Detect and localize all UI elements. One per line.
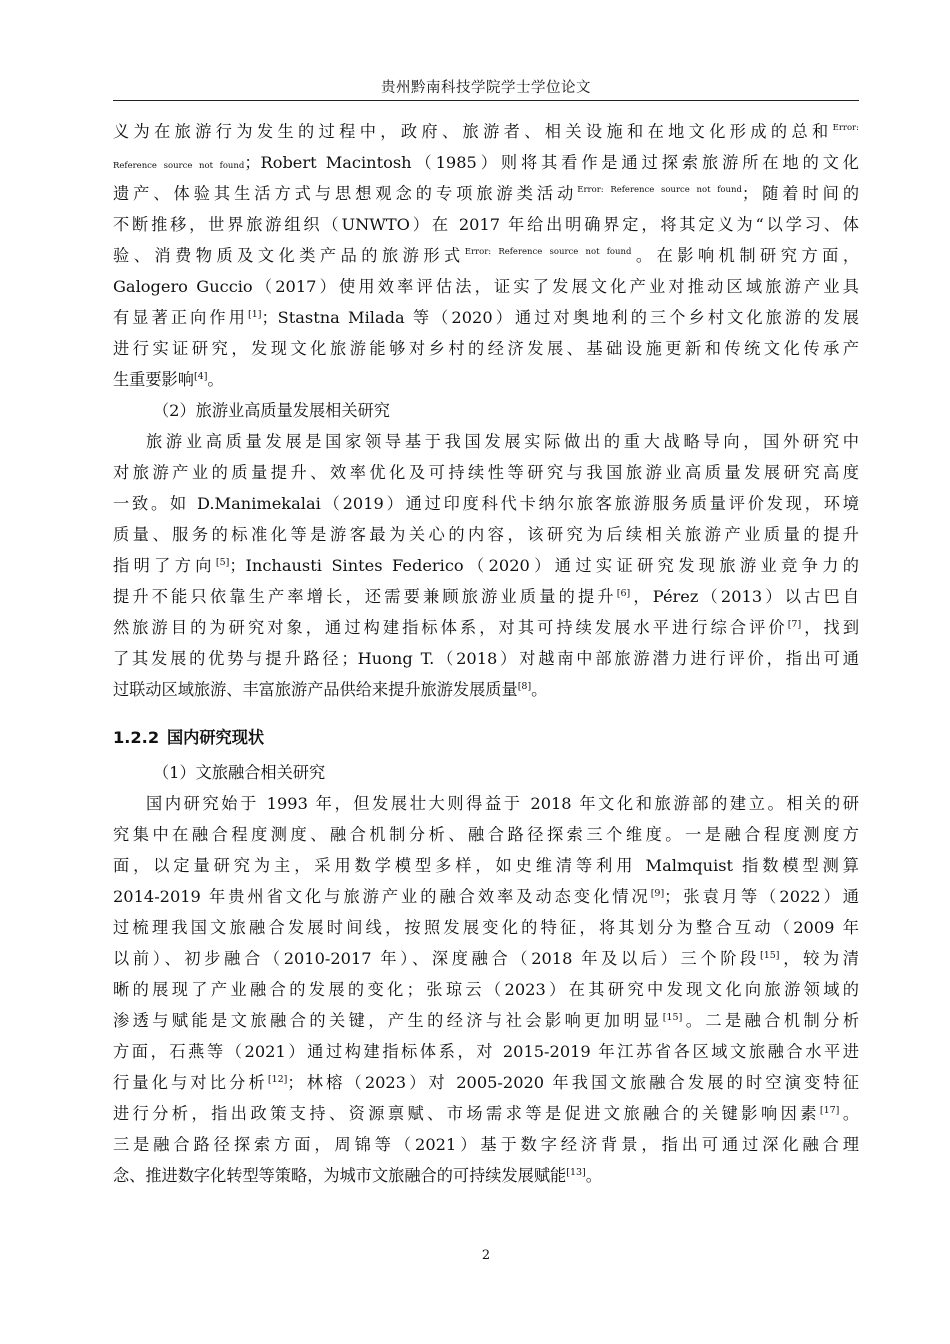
line-text: 进行分析，指出政策支持、资源禀赋、市场需求等是促进文旅融合的关键影响因素 (113, 1104, 820, 1123)
line-text: 。 (531, 680, 548, 699)
line-text: 晰的展现了产业融合的发展的变化；张琼云（2023）在其研究中发现文化向旅游领域的 (113, 980, 859, 999)
page-header: 贵州黔南科技学院学士学位论文 (381, 80, 591, 96)
line-text: ；林榕（2023）对 2005-2020 年我国文旅融合发展的时空演变特征 (287, 1073, 859, 1092)
text-line (113, 581, 859, 612)
citation-marker: [12] (267, 1074, 288, 1085)
citation-marker: [13] (566, 1167, 586, 1178)
paragraph-block-foreign-research (113, 116, 859, 705)
line-text: 义为在旅游行为发生的过程中，政府、旅游者、相关设施和在地文化形成的总和 (113, 122, 833, 141)
line-text: 渗透与赋能是文旅融合的关键，产生的经济与社会影响更加明显 (113, 1011, 663, 1030)
line-text: 以前）、初步融合（2010-2017 年）、深度融合（2018 年及以后）三个阶段 (113, 949, 761, 968)
text-line (113, 612, 859, 643)
line-text: 有显著正向作用 (113, 308, 248, 327)
line-text: 方面，石燕等（2021）通过构建指标体系，对 2015-2019 年江苏省各区域文旅融合水平进 (113, 1042, 859, 1061)
text-line (113, 271, 859, 302)
header-rule (113, 100, 859, 101)
line-text: 质量、服务的标准化等是游客最为关心的内容，该研究为后续相关旅游产业质量的提升 (113, 525, 859, 544)
error-reference-text: Error: (832, 123, 859, 133)
text-line (113, 519, 859, 550)
line-text: 究集中在融合程度测度、融合机制分析、融合路径探索三个维度。一是融合程度测度方 (113, 825, 859, 844)
line-text: 三是融合路径探索方面，周锦等（2021）基于数字经济背景，指出可通过深化融合理 (113, 1135, 859, 1154)
line-text: ，较为清 (779, 949, 859, 968)
line-text: 遗产、体验其生活方式与思想观念的专项旅游类活动 (113, 184, 578, 203)
citation-marker: [17] (819, 1105, 840, 1116)
citation-marker: [5] (215, 557, 230, 568)
line-text: 。二是融合机制分析 (682, 1011, 859, 1030)
line-text: 过梳理我国文旅融合发展时间线，按照发展变化的特征，将其划分为整合互动（2009 年 (113, 918, 859, 937)
line-text: ；随着时间的 (741, 184, 859, 203)
text-line (113, 488, 859, 519)
text-line (113, 457, 859, 488)
section-number: 1.2.2 (113, 728, 160, 747)
text-line (113, 240, 859, 271)
page-number: 2 (481, 1248, 491, 1263)
line-text: ，找到 (801, 618, 859, 637)
section-gap (113, 705, 859, 722)
line-text: 国内研究始于 1993 年，但发展壮大则得益于 2018 年文化和旅游部的建立。相关的研 (146, 794, 859, 813)
text-line (113, 674, 859, 705)
line-text: 行量化与对比分析 (113, 1073, 268, 1092)
text-line (113, 1098, 859, 1129)
line-text: 面，以定量研究为主，采用数学模型多样，如史维清等利用 Malmquist 指数模型测算 (113, 856, 859, 875)
text-line (113, 395, 859, 426)
text-line (113, 1067, 859, 1098)
line-text: 了其发展的优势与提升路径；Huong T.（2018）对越南中部旅游潜力进行评价，指出可通 (113, 649, 859, 668)
line-text: ；张袁月等（2022）通 (664, 887, 859, 906)
line-text: 对旅游产业的质量提升、效率优化及可持续性等研究与我国旅游业高质量发展研究高度 (113, 463, 859, 482)
line-text: 不断推移，世界旅游组织（UNWTO）在 2017 年给出明确界定，将其定义为“以学习、体 (113, 215, 859, 234)
line-text: 过联动区域旅游、丰富旅游产品供给来提升旅游发展质量 (113, 680, 518, 699)
line-text: 旅游业高质量发展是国家领导基于我国发展实际做出的重大战略导向，国外研究中 (146, 432, 859, 451)
text-line (113, 426, 859, 457)
line-text: 念、推进数字化转型等策略，为城市文旅融合的可持续发展赋能 (113, 1166, 567, 1185)
line-text: Galogero Guccio（2017）使用效率评估法，证实了发展文化产业对推动区域旅游产业具 (113, 277, 859, 296)
text-line (113, 116, 859, 147)
line-text: （2）旅游业高质量发展相关研究 (153, 401, 390, 420)
text-line (113, 943, 859, 974)
line-text: 。在影响机制研究方面， (631, 246, 859, 265)
text-line (113, 643, 859, 674)
text-line (113, 550, 859, 581)
text-line (113, 1129, 859, 1160)
line-text: 2014-2019 年贵州省文化与旅游产业的融合效率及动态变化情况 (113, 887, 651, 906)
paper-body (113, 116, 859, 1191)
text-line (113, 1036, 859, 1067)
line-text: 提升不能只依靠生产率增长，还需要兼顾旅游业质量的提升 (113, 587, 617, 606)
line-text: 验、消费物质及文化类产品的旅游形式 (113, 246, 465, 265)
citation-marker: [1] (247, 309, 262, 320)
section-heading (113, 722, 859, 753)
line-text: 。 (839, 1104, 859, 1123)
line-text: ；Stastna Milada 等（2020）通过对奥地利的三个乡村文化旅游的发展 (261, 308, 859, 327)
citation-marker: [15] (662, 1012, 683, 1023)
text-line (113, 788, 859, 819)
text-line (113, 881, 859, 912)
text-line (113, 178, 859, 209)
line-text: 一致。如 D.Manimekalai（2019）通过印度科代卡纳尔旅客旅游服务质量评价发现，环境 (113, 494, 859, 513)
text-line (113, 209, 859, 240)
line-text: ；Robert Macintosh（1985）则将其看作是通过探索旅游所在地的文化 (244, 153, 859, 172)
line-text: （1）文旅融合相关研究 (153, 763, 326, 782)
citation-marker: [7] (787, 619, 802, 630)
line-text: ，Pérez（2013）以古巴自 (630, 587, 859, 606)
text-line (113, 1005, 859, 1036)
line-text: 进行实证研究，发现文化旅游能够对乡村的经济发展、基础设施更新和传统文化传承产 (113, 339, 859, 358)
error-reference-text: Reference source not found (113, 161, 245, 171)
error-reference-text: Error: Reference source not found (577, 185, 742, 195)
line-text: 。 (207, 370, 224, 389)
text-line (113, 302, 859, 333)
text-line (113, 147, 859, 178)
text-line (113, 757, 859, 788)
section-title: 国内研究现状 (167, 728, 265, 747)
citation-marker: [15] (760, 950, 780, 961)
text-line (113, 364, 859, 395)
line-text: 指明了方向 (113, 556, 216, 575)
text-line (113, 974, 859, 1005)
line-text: 。 (585, 1166, 602, 1185)
citation-marker: [9] (650, 888, 665, 899)
citation-marker: [6] (616, 588, 631, 599)
line-text: 生重要影响 (113, 370, 194, 389)
line-text: ；Inchausti Sintes Federico（2020）通过实证研究发现旅游业竞争力的 (229, 556, 859, 575)
text-line (113, 819, 859, 850)
citation-marker: [4] (193, 371, 208, 382)
citation-marker: [8] (517, 681, 532, 692)
text-line (113, 1160, 859, 1191)
text-line (113, 912, 859, 943)
line-text: 然旅游目的为研究对象，通过构建指标体系，对其可持续发展水平进行综合评价 (113, 618, 788, 637)
text-line (113, 850, 859, 881)
text-line (113, 333, 859, 364)
paragraph-block-domestic-research (113, 757, 859, 1191)
error-reference-text: Error: Reference source not found (464, 247, 632, 257)
